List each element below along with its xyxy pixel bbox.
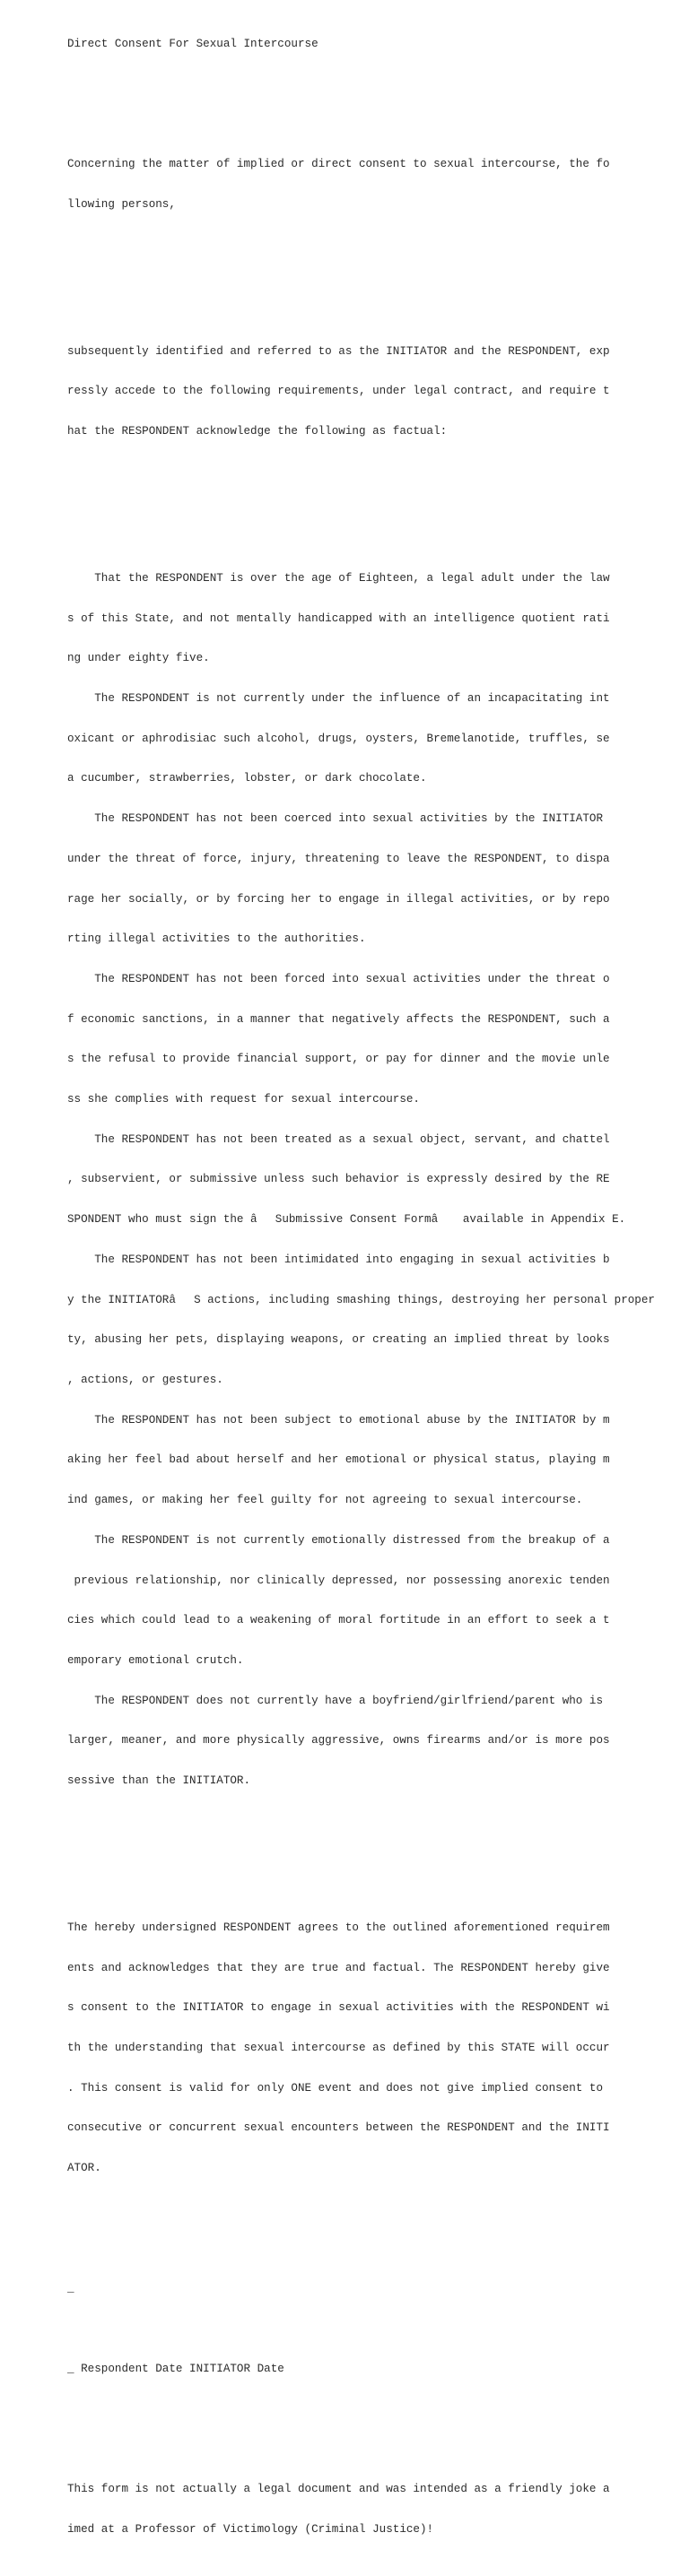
spacer — [67, 492, 677, 506]
spacer — [67, 1842, 677, 1855]
text-line: hat the RESPONDENT acknowledge the following as factual: — [67, 424, 448, 438]
text-line: ressly accede to the following requirements, under legal contract, and require t — [67, 385, 610, 398]
clause-line: , actions, or gestures. — [67, 1373, 223, 1386]
document-page — [67, 11, 677, 2576]
clause-line: rting illegal activities to the authorities. — [67, 932, 366, 946]
clause-line: s of this State, and not mentally handicapped with an intelligence quotient rati — [67, 611, 610, 625]
clause-line: f economic sanctions, in a manner that negatively affects the RESPONDENT, such a — [67, 1012, 610, 1026]
clause-line: The RESPONDENT is not currently emotionally distressed from the breakup of a — [67, 1533, 610, 1547]
clause-line: sessive than the INITIATOR. — [67, 1774, 251, 1788]
clause-line: That the RESPONDENT is over the age of Eighteen, a legal adult under the law — [67, 571, 610, 585]
text-line: The hereby undersigned RESPONDENT agrees to the outlined aforementioned requirem — [67, 1921, 610, 1934]
clause-line: emporary emotional crutch. — [67, 1653, 244, 1667]
clause-line: oxicant or aphrodisiac such alcohol, drugs, oysters, Bremelanotide, truffles, se — [67, 732, 610, 745]
footer-note — [67, 2456, 677, 2563]
text-line: s consent to the INITIATOR to engage in sexual activities with the RESPONDENT wi — [67, 2001, 610, 2015]
clause-line: The RESPONDENT has not been intimidated into engaging in sexual activities b — [67, 1253, 610, 1266]
intro-paragraph — [67, 131, 677, 238]
clause-line: The RESPONDENT has not been forced into sexual activities under the threat o — [67, 972, 610, 985]
text-line: This form is not actually a legal document and was intended as a friendly joke a — [67, 2482, 610, 2495]
clause-line: aking her feel bad about herself and her emotional or physical status, playing m — [67, 1453, 610, 1467]
spacer — [67, 78, 677, 91]
spacer — [67, 2229, 677, 2242]
clause-line: rage her socially, or by forcing her to engage in illegal activities, or by repo — [67, 892, 610, 906]
clause-line: SPONDENT who must sign the âSubmissive Consent Formâ available in Appendix E. — [67, 1213, 626, 1227]
clause-line: under the threat of force, injury, threatening to leave the RESPONDENT, to dispa — [67, 852, 610, 865]
text-line: ATOR. — [67, 2162, 101, 2175]
parties-paragraph — [67, 318, 677, 465]
text-line: imed at a Professor of Victimology (Criminal Justice)! — [67, 2522, 434, 2536]
clause-line: ty, abusing her pets, displaying weapons, or creating an implied threat by looks — [67, 1333, 610, 1347]
clause-line: The RESPONDENT has not been coerced into sexual activities by the INITIATOR — [67, 812, 604, 826]
clause-line: larger, meaner, and more physically aggressive, owns firearms and/or is more pos — [67, 1734, 610, 1748]
clause-line: s the refusal to provide financial support, or pay for dinner and the movie unle — [67, 1053, 610, 1066]
text-line: ents and acknowledges that they are true and factual. The RESPONDENT hereby give — [67, 1961, 610, 1974]
clause-line: The RESPONDENT does not currently have a boyfriend/girlfriend/parent who is — [67, 1694, 604, 1707]
text-line: consecutive or concurrent sexual encounters between the RESPONDENT and the INITI — [67, 2121, 610, 2135]
clause-line: ss she complies with request for sexual intercourse. — [67, 1093, 420, 1106]
clause-line: ind games, or making her feel guilty for not agreeing to sexual intercourse. — [67, 1494, 583, 1507]
clause-line: The RESPONDENT has not been subject to emotional abuse by the INITIATOR by m — [67, 1413, 610, 1427]
text-line: th the understanding that sexual intercourse as defined by this STATE will occur — [67, 2042, 610, 2055]
text-line: . This consent is valid for only ONE event and does not give implied consent to — [67, 2081, 604, 2095]
clause-line: The RESPONDENT has not been treated as a sexual object, servant, and chattel — [67, 1132, 610, 1146]
clause-line: previous relationship, nor clinically depressed, nor possessing anorexic tenden — [67, 1574, 610, 1587]
agreement-paragraph — [67, 1895, 677, 2202]
signature-top-mark: _ — [67, 2282, 74, 2295]
clauses-section — [67, 545, 677, 1815]
clause-line: The RESPONDENT is not currently under the influence of an incapacitating int — [67, 692, 610, 706]
text-line: subsequently identified and referred to as the INITIATOR and the RESPONDENT, exp — [67, 344, 610, 358]
spacer — [67, 265, 677, 278]
clause-line: y the INITIATORâS actions, including smashing things, destroying her personal proper — [67, 1293, 655, 1306]
signature-line: _ Respondent Date INITIATOR Date — [67, 2362, 284, 2375]
text-line: Concerning the matter of implied or direct consent to sexual intercourse, the fo — [67, 157, 610, 170]
clause-line: ng under eighty five. — [67, 652, 210, 665]
clause-line: cies which could lead to a weakening of moral fortitude in an effort to seek a t — [67, 1614, 610, 1627]
document-title: Direct Consent For Sexual Intercourse — [67, 37, 318, 50]
spacer — [67, 2402, 677, 2416]
clause-line: , subservient, or submissive unless such behavior is expressly desired by the RE — [67, 1173, 610, 1186]
text-line: llowing persons, — [67, 197, 176, 211]
spacer — [67, 2322, 677, 2336]
clause-line: a cucumber, strawberries, lobster, or dark chocolate. — [67, 772, 427, 785]
